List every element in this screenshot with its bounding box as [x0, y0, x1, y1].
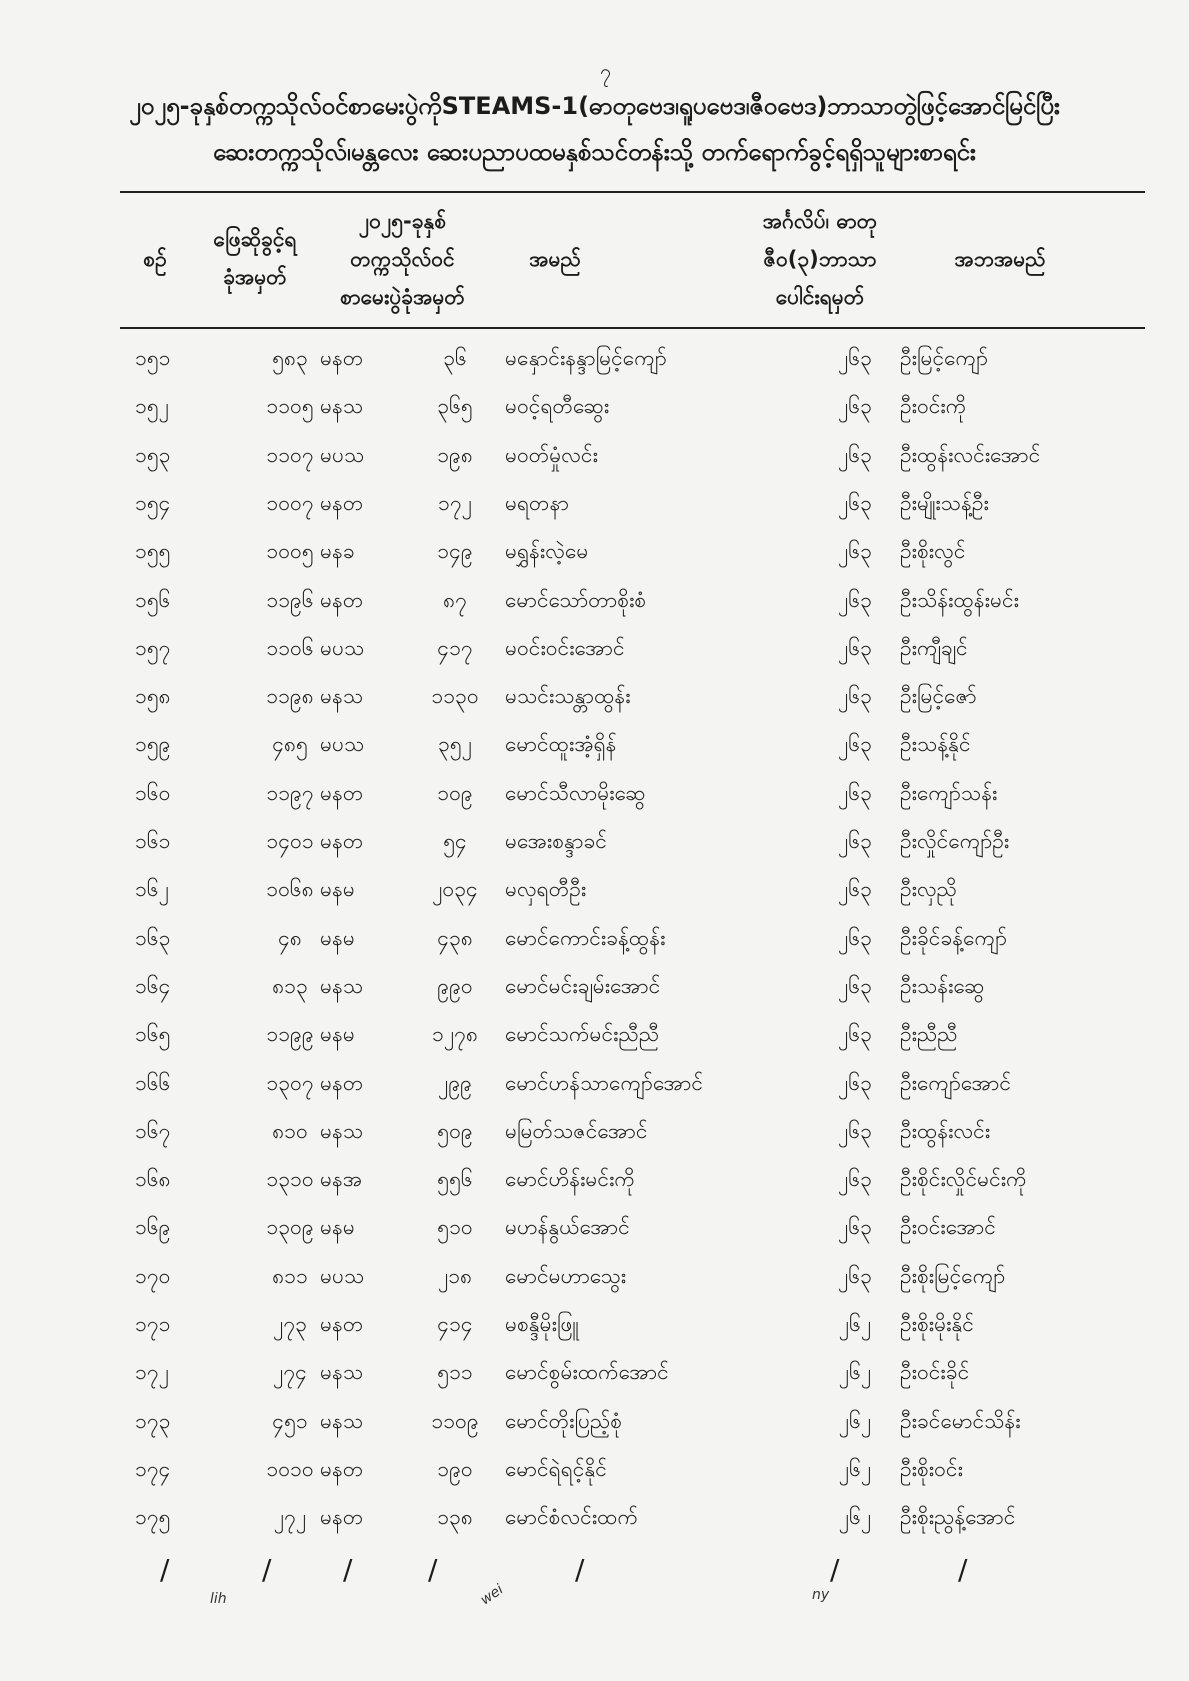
row-mark: ၂၆၂ [838, 1505, 872, 1530]
table-row [120, 337, 1150, 383]
row-no: ၁၆၆ [135, 1070, 171, 1095]
row-reg-no: ၁၀၉ [437, 780, 473, 805]
row-reg-code: မနခ [320, 539, 355, 564]
row-name: မောင်မင်းချမ်းအောင် [505, 973, 661, 998]
row-mark: ၂၆၃ [838, 1070, 872, 1095]
row-father-name: ဦးစိုးဝင်း [900, 1456, 963, 1481]
row-reg-no: ၂၁၈ [437, 1263, 473, 1288]
row-permit-no: ၁၀၀၅ [266, 539, 314, 564]
row-reg-code: မနတ [320, 780, 364, 805]
row-mark: ၂၆၃ [838, 925, 872, 950]
table-row [120, 1255, 1150, 1301]
row-reg-code: မနတ [320, 1312, 364, 1336]
table-row [120, 1062, 1150, 1108]
row-father-name: ဦးစိုးညွန့်အောင် [900, 1505, 1016, 1530]
row-name: မောင်စံလင်းထက် [505, 1505, 639, 1530]
row-no: ၁၇၁ [135, 1312, 171, 1336]
row-mark: ၂၆၂ [838, 1408, 872, 1433]
row-no: ၁၆၈ [135, 1167, 171, 1192]
row-permit-no: ၂၇၃ [273, 1312, 307, 1336]
footer-mark: / [830, 1553, 840, 1586]
row-permit-no: ၄၈၅ [272, 732, 308, 757]
header-father: အဘအမည် [954, 247, 1046, 271]
row-father-name: ဦးဝင်းကို [900, 394, 967, 419]
row-reg-code: မနမ [320, 1215, 355, 1240]
row-mark: ၂၆၃ [838, 346, 872, 370]
row-father-name: ဦးထွန်းလင်းအောင် [900, 442, 1041, 467]
row-mark: ၂၆၃ [838, 732, 872, 757]
row-no: ၁၆၉ [135, 1215, 171, 1240]
table-row [120, 868, 1150, 914]
row-father-name: ဦးခင်မောင်သိန်း [900, 1408, 1021, 1433]
row-name: မသင်းသန္တာထွန်း [505, 684, 631, 709]
row-reg-no: ၃၆၅ [437, 394, 473, 419]
footer-mark: / [575, 1553, 585, 1586]
header-mark [730, 202, 910, 316]
row-reg-no: ၄၁၇ [437, 635, 473, 660]
signature: wei [477, 1581, 507, 1609]
row-reg-no: ၃၅၂ [438, 732, 472, 757]
row-no: ၁၅၅ [135, 539, 171, 564]
row-reg-code: မနသ [320, 1118, 364, 1143]
row-permit-no: ၈၁၃ [272, 973, 308, 998]
table-row [120, 820, 1150, 866]
row-permit-no: ၁၀၆၈ [266, 877, 314, 902]
row-no: ၁၅၃ [135, 442, 171, 467]
row-reg-code: မပသ [320, 635, 365, 660]
table-row [120, 1206, 1150, 1252]
table-row [120, 627, 1150, 673]
row-permit-no: ၁၀၁၀ [266, 1456, 314, 1481]
table-row [120, 579, 1150, 625]
row-reg-no: ၅၁၀ [437, 1215, 473, 1240]
row-reg-code: မနသ [320, 1408, 364, 1433]
row-father-name: ဦးလှိုင်ကျော်ဦး [900, 829, 1010, 853]
row-father-name: ဦးစိုးမိုးနိုင် [900, 1312, 974, 1336]
row-mark: ၂၆၃ [838, 394, 872, 419]
footer-mark: / [262, 1553, 272, 1586]
row-no: ၁၆၄ [135, 973, 171, 998]
table-row [120, 772, 1150, 818]
row-mark: ၂၆၃ [838, 490, 872, 515]
page-number: ၇ [600, 59, 612, 83]
header-permit-line2: ခုံအမှတ် [223, 265, 287, 289]
table-row [120, 1158, 1150, 1204]
row-mark: ၂၆၃ [838, 1022, 872, 1047]
table-header-rule [120, 327, 1145, 329]
row-father-name: ဦးလှညို [900, 877, 957, 902]
row-father-name: ဦးသန့်နိုင် [900, 732, 971, 757]
row-mark: ၂၆၃ [838, 877, 872, 902]
header-mark-line1: အင်္ဂလိပ်၊ ဓာတု [762, 209, 878, 233]
row-father-name: ဦးမျိုးသန့်ဦး [900, 490, 989, 515]
row-father-name: ဦးခိုင်ခန့်ကျော် [900, 925, 1008, 950]
row-father-name: ဦးသန်းဆွေ [900, 973, 985, 998]
row-permit-no: ၁၁၀၅ [266, 394, 314, 419]
row-no: ၁၇၃ [135, 1408, 171, 1433]
row-name: မောင်စွမ်းထက်အောင် [505, 1360, 669, 1385]
row-reg-no: ၁၇၂ [438, 490, 472, 515]
row-name: မရတနာ [505, 490, 570, 515]
row-reg-no: ၂၉၉ [438, 1070, 472, 1095]
row-mark: ၂၆၃ [838, 1167, 872, 1192]
row-name: မောင်သက်မင်းညီညီ [505, 1022, 660, 1047]
row-permit-no: ၄၈ [278, 925, 302, 950]
row-reg-no: ၁၁၀၉ [431, 1408, 479, 1433]
row-father-name: ဦးဝင်းခိုင် [900, 1360, 970, 1385]
row-name: မဝတ်မှုံလင်း [505, 442, 598, 467]
row-reg-code: မနတ [320, 1070, 364, 1095]
row-permit-no: ၁၁၉၇ [266, 780, 314, 805]
row-no: ၁၆၁ [135, 829, 171, 853]
row-reg-no: ၅၅၆ [437, 1167, 473, 1192]
row-reg-code: မနသ [320, 394, 364, 419]
row-reg-code: မနတ [320, 1456, 364, 1481]
footer-mark: / [160, 1553, 170, 1586]
table-row [120, 1110, 1150, 1156]
row-reg-no: ၁၃၈ [437, 1505, 473, 1530]
table-row [120, 1496, 1150, 1542]
row-father-name: ဦးဝင်းအောင် [900, 1215, 996, 1240]
row-reg-code: မနတ [320, 829, 364, 853]
row-no: ၁၅၇ [135, 635, 171, 660]
row-reg-no: ၉၉၀ [437, 973, 473, 998]
row-father-name: ဦးကျော်သန်း [900, 780, 998, 805]
row-permit-no: ၄၅၁ [272, 1408, 308, 1433]
row-mark: ၂၆၂ [838, 1312, 872, 1336]
row-mark: ၂၆၃ [838, 684, 872, 709]
row-permit-no: ၁၁၉၉ [266, 1022, 314, 1047]
row-mark: ၂၆၂ [838, 1360, 872, 1385]
row-permit-no: ၁၀၀၇ [266, 490, 314, 515]
footer-marks [0, 1553, 1189, 1613]
row-permit-no: ၁၃၀၇ [266, 1070, 314, 1095]
row-mark: ၂၆၃ [838, 587, 872, 612]
row-reg-no: ၁၄၉ [437, 539, 473, 564]
row-no: ၁၆၇ [135, 1118, 171, 1143]
row-permit-no: ၁၃၀၉ [266, 1215, 314, 1240]
row-no: ၁၆၃ [135, 925, 171, 950]
row-reg-code: မပသ [320, 1263, 365, 1288]
row-reg-code: မနမ [320, 925, 355, 950]
row-no: ၁၅၄ [135, 490, 171, 515]
row-permit-no: ၈၁၁ [272, 1263, 308, 1288]
row-reg-no: ၄၃၈ [437, 925, 473, 950]
row-mark: ၂၆၃ [838, 973, 872, 998]
row-permit-no: ၁၄၀၁ [266, 829, 314, 853]
row-name: မဟန်နွယ်အောင် [505, 1215, 630, 1240]
row-no: ၁၅၂ [135, 394, 169, 419]
row-reg-no: ၈၇ [443, 587, 467, 612]
table-row [120, 530, 1150, 576]
row-reg-code: မနတ [320, 1505, 364, 1530]
table-row [120, 482, 1150, 528]
row-reg-code: မနမ [320, 877, 355, 902]
row-name: မရွှန်းလဲ့မေ [505, 539, 589, 564]
row-reg-no: ၄၁၄ [437, 1312, 473, 1336]
row-name: မနှောင်းနန္ဒာမြင့်ကျော် [505, 346, 667, 370]
row-reg-no: ၅၁၁ [437, 1360, 473, 1385]
row-name: မောင်ကောင်းခန့်ထွန်း [505, 925, 666, 950]
row-no: ၁၆၀ [135, 780, 171, 805]
table-row [120, 965, 1150, 1011]
row-no: ၁၅၆ [135, 587, 171, 612]
header-reg [315, 202, 490, 316]
row-mark: ၂၆၃ [838, 635, 872, 660]
row-no: ၁၅၁ [135, 346, 171, 370]
row-no: ၁၅၉ [135, 732, 171, 757]
row-name: မောင်သီလာမိုးဆွေ [505, 780, 646, 805]
row-reg-code: မနအ [320, 1167, 363, 1192]
row-name: မအေးစန္ဒာခင် [505, 829, 607, 853]
row-no: ၁၆၂ [135, 877, 169, 902]
row-name: မောင်သော်တာစိုးစံ [505, 587, 647, 612]
footer-mark: / [428, 1553, 438, 1586]
row-name: မဝင့်ရတီဆွေး [505, 394, 610, 419]
table-row [120, 723, 1150, 769]
row-name: မောင်ဟန်သာကျော်အောင် [505, 1070, 704, 1095]
row-mark: ၂၆၃ [838, 780, 872, 805]
row-no: ၁၇၅ [135, 1505, 171, 1530]
row-permit-no: ၅၈၃ [272, 346, 308, 370]
header-reg-line1: ၂၀၂၅-ခုနှစ် [358, 209, 447, 233]
row-no: ၁၇၄ [135, 1456, 171, 1481]
row-father-name: ဦးညီညီ [900, 1022, 958, 1047]
header-permit [190, 220, 320, 296]
row-name: မဝင်းဝင်းအောင် [505, 635, 625, 660]
table-row [120, 385, 1150, 431]
header-reg-line2: တက္ကသိုလ်ဝင် [350, 247, 455, 271]
row-father-name: ဦးစိုင်းလှိုင်မင်းကို [900, 1167, 1027, 1192]
row-mark: ၂၆၃ [838, 539, 872, 564]
row-name: မောင်ဟိန်းမင်းကို [505, 1167, 635, 1192]
row-name: မစန္ဒီမိုးဖြူ [505, 1312, 579, 1336]
row-reg-no: ၅၄ [443, 829, 467, 853]
row-reg-no: ၁၁၃၀ [431, 684, 479, 709]
row-father-name: ဦးကျီချင် [900, 635, 968, 660]
row-name: မောင်မဟာသွေး [505, 1263, 627, 1288]
row-father-name: ဦးထွန်းလင်း [900, 1118, 991, 1143]
row-mark: ၂၆၃ [838, 829, 872, 853]
footer-mark: / [958, 1553, 968, 1586]
header-mark-line3: ပေါင်းရမှတ် [775, 285, 865, 309]
table-top-rule [120, 191, 1145, 193]
table-row [120, 1013, 1150, 1059]
row-reg-code: မနတ [320, 346, 364, 370]
row-father-name: ဦးကျော်အောင် [900, 1070, 1012, 1095]
row-name: မောင်တိုးပြည့်စုံ [505, 1408, 623, 1433]
row-mark: ၂၆၃ [838, 1215, 872, 1240]
row-reg-no: ၂၀၃၄ [432, 877, 478, 902]
row-father-name: ဦးမြင့်ကျော် [900, 346, 989, 370]
row-father-name: ဦးမြင့်ဇော် [900, 684, 977, 709]
row-name: မောင်ထူးအံ့ရှိန် [505, 732, 617, 757]
footer-mark: / [343, 1553, 353, 1586]
row-no: ၁၇၀ [135, 1263, 171, 1288]
row-reg-no: ၃၆ [443, 346, 467, 370]
row-reg-code: မနတ [320, 587, 364, 612]
row-reg-no: ၁၂၇၈ [432, 1022, 478, 1047]
header-no: စဉ် [143, 247, 167, 271]
row-name: မလှရတီဦး [505, 877, 587, 902]
header-reg-line3: စာမေးပွဲခုံအမှတ် [340, 285, 465, 309]
table-row [120, 1351, 1150, 1397]
title-line-1: ၂၀၂၅-ခုနှစ်တက္ကသိုလ်ဝင်စာမေးပွဲကိုSTEAMS-1(ဓာတုဗေဒ၊ရူပဗေဒ၊ဇီဝဗေဒ)ဘာသာတွဲဖြင့်အောင်မြင်ပြီး [128, 92, 1060, 120]
row-reg-code: မနသ [320, 1360, 364, 1385]
table-row [120, 1303, 1150, 1349]
header-permit-line1: ဖြေဆိုခွင့်ရ [213, 227, 297, 251]
row-father-name: ဦးစိုးလွင် [900, 539, 966, 564]
row-reg-no: ၁၉၀ [437, 1456, 473, 1481]
row-reg-code: မနမ [320, 1022, 355, 1047]
signature: lih [210, 1591, 227, 1607]
table-row [120, 1400, 1150, 1446]
row-mark: ၂၆၃ [838, 1263, 872, 1288]
title-line-2: ဆေးတက္ကသိုလ်၊မန္တလေး ဆေးပညာပထမနှစ်သင်တန်းသို့ တက်ရောက်ခွင့်ရရှိသူများစာရင်း [212, 138, 977, 166]
row-mark: ၂၆၂ [838, 1456, 872, 1481]
row-reg-code: မပသ [320, 442, 365, 467]
header-mark-line2: ဇီဝ(၃)ဘာသာ [763, 247, 877, 271]
row-reg-code: မပသ [320, 732, 365, 757]
row-reg-code: မနတ [320, 490, 364, 515]
row-no: ၁၇၂ [135, 1360, 169, 1385]
row-reg-code: မနသ [320, 684, 364, 709]
row-name: မမြတ်သဇင်အောင် [505, 1118, 648, 1143]
row-name: မောင်ရဲရင့်နိုင် [505, 1456, 607, 1481]
row-permit-no: ၂၇၄ [273, 1360, 307, 1385]
row-reg-no: ၁၉၈ [437, 442, 473, 467]
row-father-name: ဦးသိန်းထွန်းမင်း [900, 587, 1019, 612]
row-permit-no: ၁၁၉၆ [266, 587, 314, 612]
row-permit-no: ၂၇၂ [273, 1505, 307, 1530]
table-row [120, 917, 1150, 963]
row-father-name: ဦးစိုးမြင့်ကျော် [900, 1263, 1006, 1288]
row-permit-no: ၁၃၁၀ [266, 1167, 314, 1192]
row-mark: ၂၆၃ [838, 1118, 872, 1143]
row-permit-no: ၈၁၀ [272, 1118, 308, 1143]
row-no: ၁၆၅ [135, 1022, 171, 1047]
row-mark: ၂၆၃ [838, 442, 872, 467]
table-row [120, 1448, 1150, 1494]
signature: ny [812, 1587, 830, 1603]
header-name: အမည် [529, 247, 581, 271]
row-permit-no: ၁၁၀၇ [266, 442, 314, 467]
table-row [120, 434, 1150, 480]
table-row [120, 675, 1150, 721]
row-reg-no: ၅၀၉ [437, 1118, 473, 1143]
row-permit-no: ၁၁၀၆ [266, 635, 314, 660]
row-no: ၁၅၈ [135, 684, 171, 709]
row-reg-code: မနသ [320, 973, 364, 998]
row-permit-no: ၁၁၉၈ [266, 684, 314, 709]
